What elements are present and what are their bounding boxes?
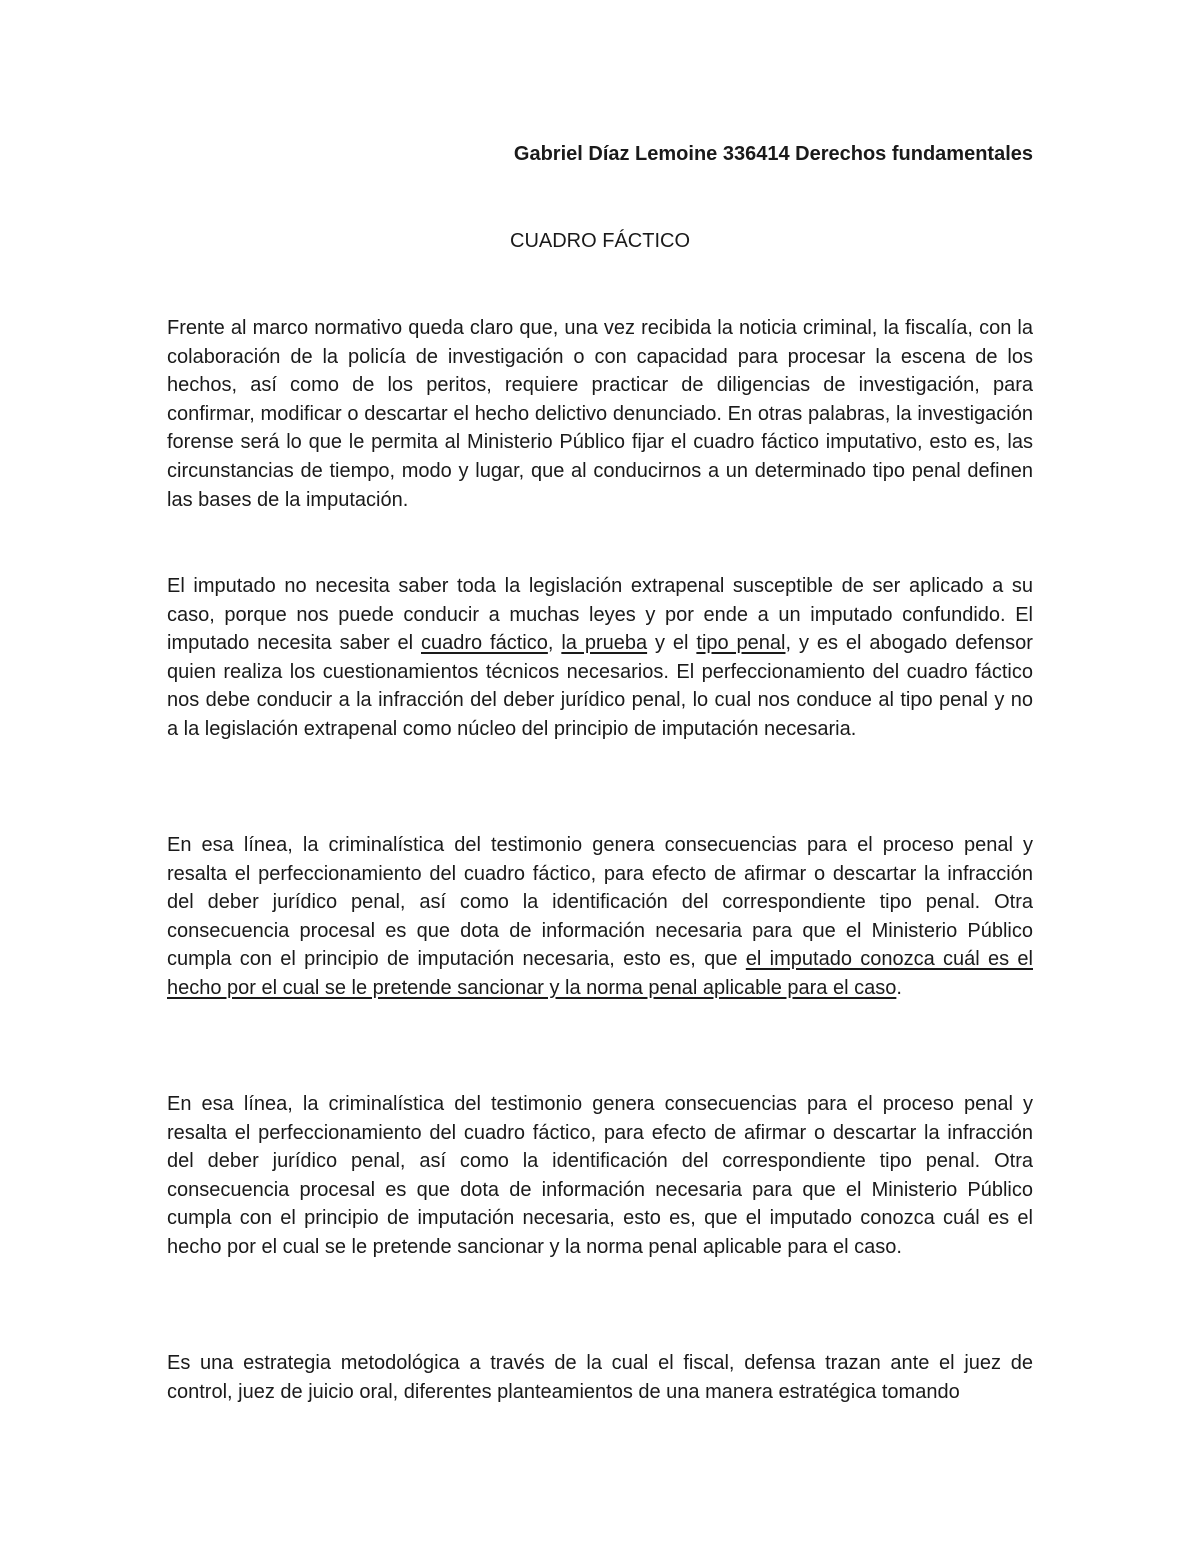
paragraph-2 — [167, 572, 1033, 744]
paragraph-3 — [167, 831, 1033, 1003]
author-line: Gabriel Díaz Lemoine 336414 Derechos fundamentales — [513, 143, 1033, 165]
paragraph-2-text-3: y el — [647, 632, 697, 655]
paragraph-2-text-4: , y es el abogado defensor quien realiza los cuestionamientos técnicos necesarios. El perfeccionamiento del cuadro fáctico nos debe conducir a la infracción del deber jurídico penal, lo cual nos conduce al tipo penal y no a la legislación extrapenal como núcleo del principio de imputación necesaria. — [167, 632, 1033, 740]
paragraph-5: Es una estrategia metodológica a través de la cual el fiscal, defensa trazan ante el juez de control, juez de juicio oral, diferentes planteamientos de una manera estratégica tomando — [167, 1352, 1033, 1403]
underlined-imputado-conozca: el imputado conozca cuál es el hecho por el cual se le pretende sancionar y la norma penal aplicable para el caso — [167, 948, 1033, 999]
underlined-cuadro-factico: cuadro fáctico — [421, 632, 548, 655]
paragraph-1: Frente al marco normativo queda claro que, una vez recibida la noticia criminal, la fiscalía, con la colaboración de la policía de investigación o con capacidad para procesar la escena de los hechos, así como de los peritos, requiere practicar de diligencias de investigación, para confirmar, modificar o descartar el hecho delictivo denunciado. En otras palabras, la investigación forense será lo que le permita al Ministerio Público fijar el cuadro fáctico imputativo, esto es, las circunstancias de tiempo, modo y lugar, que al conducirnos a un determinado tipo penal definen las bases de la imputación. — [167, 317, 1033, 511]
paragraph-2-text-2: , — [547, 632, 562, 655]
paragraph-4: En esa línea, la criminalística del testimonio genera consecuencias para el proceso penal y resalta el perfeccionamiento del cuadro fáctico, para efecto de afirmar o descartar la infracción del deber jurídico penal, así como la identificación del correspondiente tipo penal. Otra consecuencia procesal es que dota de información necesaria para que el Ministerio Público cumpla con el principio de imputación necesaria, esto es, que el imputado conozca cuál es el hecho por el cual se le pretende sancionar y la norma penal aplicable para el caso. — [167, 1093, 1033, 1258]
paragraph-2-text-1: El imputado no necesita saber toda la legislación extrapenal susceptible de ser aplicado a su caso, porque nos puede conducir a muchas leyes y por ende a un imputado confundido. El imputado necesita saber el — [167, 575, 1033, 655]
paragraph-3-text-2: . — [896, 976, 902, 999]
underlined-tipo-penal: tipo penal — [696, 632, 786, 655]
underlined-la-prueba: la prueba — [561, 632, 648, 655]
document-title: CUADRO FÁCTICO — [510, 230, 690, 252]
paragraph-3-text-1: En esa línea, la criminalística del testimonio genera consecuencias para el proceso penal y resalta el perfeccionamiento del cuadro fáctico, para efecto de afirmar o descartar la infracción del deber jurídico penal, así como la identificación del correspondiente tipo penal. Otra consecuencia procesal es que dota de información necesaria para que el Ministerio Público cumpla con el principio de imputación necesaria, esto es, que — [167, 834, 1033, 971]
